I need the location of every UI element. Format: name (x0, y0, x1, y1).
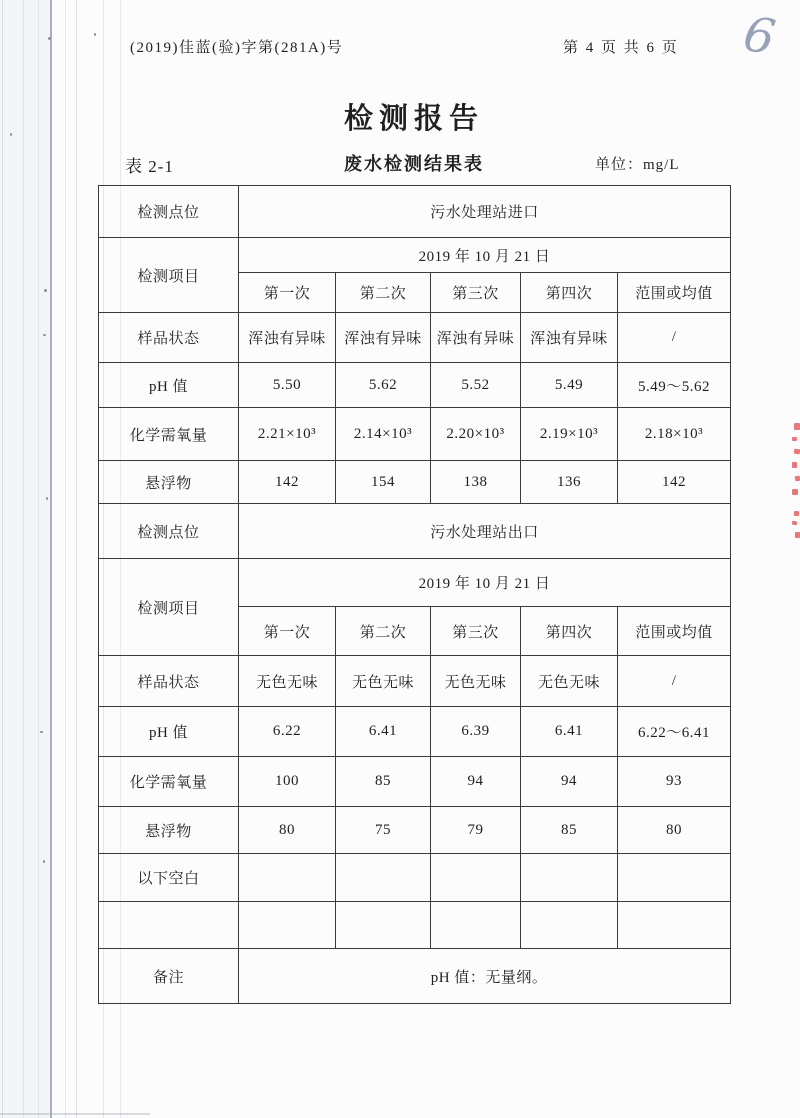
table-cell: 浑浊有异味 (431, 313, 521, 363)
handwritten-page-number: 6 (739, 5, 780, 67)
row-label: 化学需氧量 (99, 408, 239, 461)
row-label: 样品状态 (99, 313, 239, 363)
page-indicator: 第 4 页 共 6 页 (563, 40, 679, 56)
table-cell: 6.41 (521, 707, 618, 757)
table-cell: 2.14×10³ (336, 408, 431, 461)
row-label: 以下空白 (99, 854, 239, 902)
column-header: 第二次 (336, 273, 431, 313)
empty-cell (618, 902, 731, 949)
table-cell: 无色无味 (431, 656, 521, 707)
row-label: 悬浮物 (99, 461, 239, 504)
table-cell: 5.49 (521, 363, 618, 408)
column-header: 范围或均值 (618, 273, 731, 313)
doc-number: (2019)佳蓝(验)字第(281A)号 (130, 40, 344, 56)
table-cell: 浑浊有异味 (239, 313, 336, 363)
column-header: 范围或均值 (618, 607, 731, 656)
row-label: 检测点位 (99, 186, 239, 238)
sample-date: 2019 年 10 月 21 日 (239, 238, 731, 273)
scan-speck (43, 334, 46, 336)
table-cell: 5.52 (431, 363, 521, 408)
empty-cell (336, 902, 431, 949)
table-cell: 6.22～6.41 (618, 707, 731, 757)
scan-speck (40, 731, 43, 733)
table-cell: 5.50 (239, 363, 336, 408)
row-label: 检测项目 (99, 238, 239, 313)
subtitle-row (0, 150, 800, 176)
table-cell: 93 (618, 757, 731, 807)
table-cell: 5.62 (336, 363, 431, 408)
column-header: 第一次 (239, 607, 336, 656)
column-header: 第二次 (336, 607, 431, 656)
table-cell: 142 (618, 461, 731, 504)
table-cell: 136 (521, 461, 618, 504)
table-cell: 无色无味 (521, 656, 618, 707)
row-label: pH 值 (99, 363, 239, 408)
red-stamp-fragment (792, 462, 797, 468)
scan-speck (43, 860, 45, 863)
red-stamp-fragment (795, 476, 800, 482)
table-cell: 154 (336, 461, 431, 504)
scan-speck (44, 289, 47, 292)
report-title: 检测报告 (343, 103, 484, 135)
column-header: 第一次 (239, 273, 336, 313)
row-label: pH 值 (99, 707, 239, 757)
table-cell: 85 (521, 807, 618, 854)
empty-cell (239, 854, 336, 902)
empty-cell (99, 902, 239, 949)
scan-speck (46, 497, 48, 500)
red-stamp-fragment (792, 489, 798, 495)
scan-bottom-smudge (0, 1113, 150, 1115)
empty-cell (431, 854, 521, 902)
table-cell: / (618, 656, 731, 707)
red-stamp-fragment (792, 437, 797, 441)
table-cell: 75 (336, 807, 431, 854)
red-stamp-fragment (795, 532, 800, 538)
table-cell: 2.18×10³ (618, 408, 731, 461)
table-cell: 6.41 (336, 707, 431, 757)
table-cell: 2.19×10³ (521, 408, 618, 461)
row-label: 检测点位 (99, 504, 239, 559)
row-label: 备注 (99, 949, 239, 1004)
red-stamp-fragment (794, 423, 800, 430)
table-cell: / (618, 313, 731, 363)
empty-cell (239, 902, 336, 949)
point-value: 污水处理站出口 (239, 504, 731, 559)
table-cell: 80 (618, 807, 731, 854)
table-cell: 80 (239, 807, 336, 854)
row-label: 化学需氧量 (99, 757, 239, 807)
empty-cell (521, 854, 618, 902)
row-label: 检测项目 (99, 559, 239, 656)
column-header: 第四次 (521, 273, 618, 313)
unit-label: 单位：mg/L (595, 157, 680, 173)
table-cell: 无色无味 (239, 656, 336, 707)
empty-cell (336, 854, 431, 902)
table-cell: 无色无味 (336, 656, 431, 707)
table-cell: 6.39 (431, 707, 521, 757)
table-cell: 94 (431, 757, 521, 807)
table-number-label: 表 2-1 (125, 157, 174, 176)
scan-speck (48, 37, 51, 40)
red-stamp-fragment (794, 511, 799, 516)
table-cell: 85 (336, 757, 431, 807)
table-cell: 94 (521, 757, 618, 807)
table-cell: 142 (239, 461, 336, 504)
row-label: 样品状态 (99, 656, 239, 707)
row-label: 悬浮物 (99, 807, 239, 854)
sample-date: 2019 年 10 月 21 日 (239, 559, 731, 607)
red-stamp-fragment (794, 449, 800, 455)
table-cell: 浑浊有异味 (521, 313, 618, 363)
remark-value: pH 值：无量纲。 (239, 949, 731, 1004)
table-cell: 138 (431, 461, 521, 504)
table-cell: 79 (431, 807, 521, 854)
red-stamp-fragment (792, 521, 798, 526)
column-header: 第三次 (431, 273, 521, 313)
table-cell: 浑浊有异味 (336, 313, 431, 363)
table-cell: 2.21×10³ (239, 408, 336, 461)
scan-speck (94, 33, 96, 36)
table-cell: 2.20×10³ (431, 408, 521, 461)
table-cell: 6.22 (239, 707, 336, 757)
column-header: 第四次 (521, 607, 618, 656)
point-value: 污水处理站进口 (239, 186, 731, 238)
table-cell: 5.49～5.62 (618, 363, 731, 408)
results-table (98, 185, 731, 1004)
column-header: 第三次 (431, 607, 521, 656)
empty-cell (521, 902, 618, 949)
table-cell: 100 (239, 757, 336, 807)
empty-cell (431, 902, 521, 949)
table-title: 废水检测结果表 (344, 154, 484, 174)
empty-cell (618, 854, 731, 902)
